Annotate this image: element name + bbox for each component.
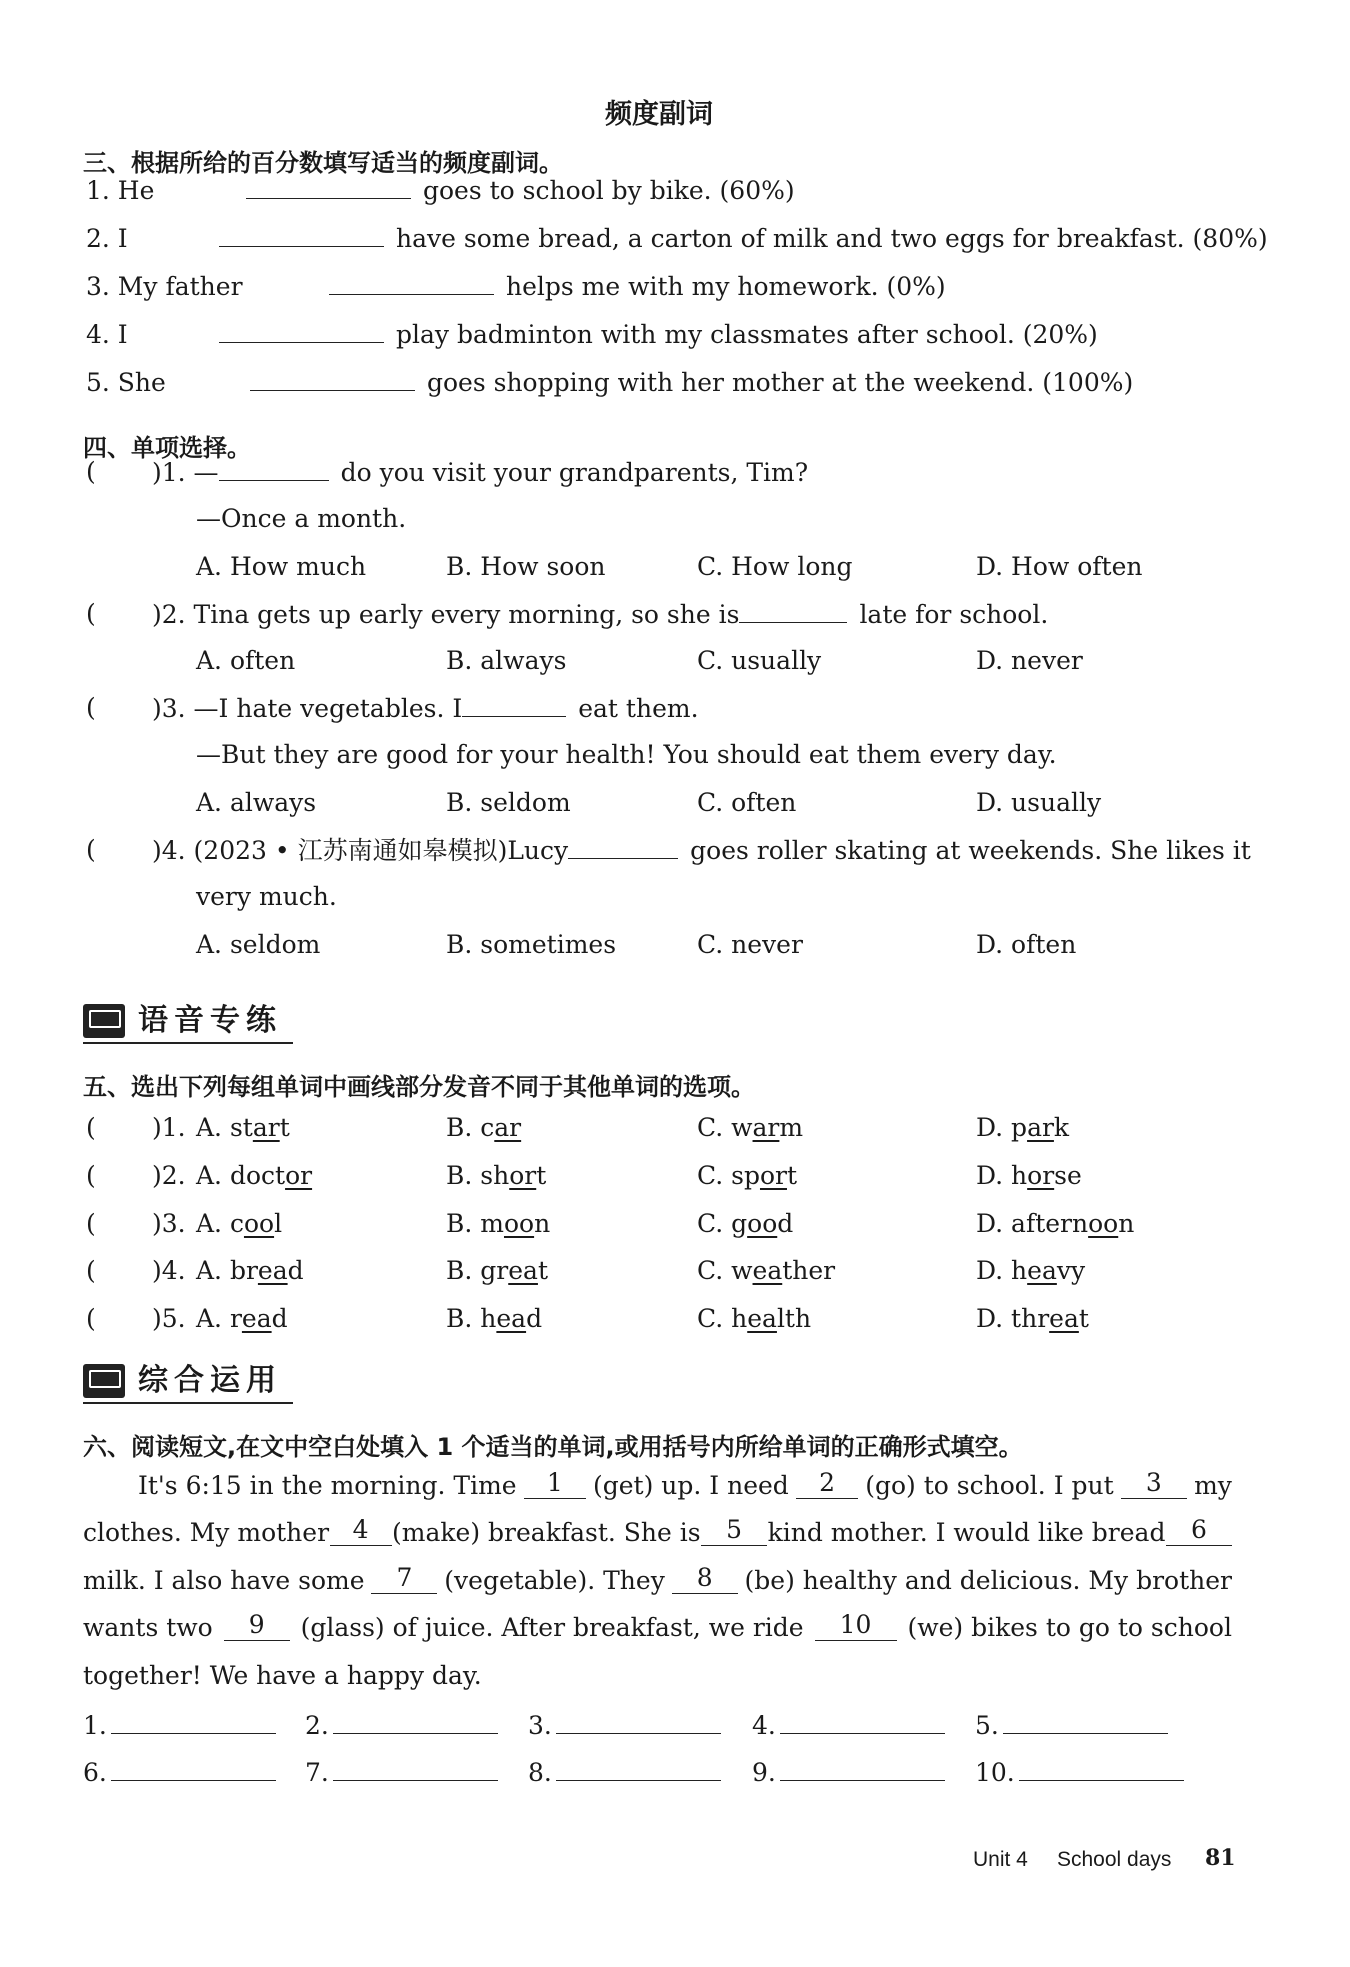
option-b: B. How soon bbox=[446, 552, 606, 581]
passage-text: together! We have a happy day. bbox=[83, 1661, 482, 1690]
word-part: D. h bbox=[976, 1256, 1028, 1285]
word-part: t bbox=[537, 1256, 548, 1285]
answer-blank[interactable] bbox=[219, 312, 384, 343]
option-b: B. sometimes bbox=[446, 930, 617, 959]
item-prefix: 4. I bbox=[86, 320, 128, 349]
passage-blank-10[interactable]: 10 bbox=[815, 1606, 897, 1641]
word-part: A. doct bbox=[196, 1161, 286, 1190]
word-option-d bbox=[976, 1249, 1085, 1293]
answer-line bbox=[975, 1703, 1168, 1748]
answer-line bbox=[305, 1703, 498, 1748]
word-part: A. c bbox=[196, 1209, 244, 1238]
answer-line bbox=[528, 1750, 721, 1795]
word-part: t bbox=[1078, 1304, 1089, 1333]
word-part: B. c bbox=[446, 1113, 495, 1142]
passage-text: clothes. My mother bbox=[83, 1518, 330, 1547]
word-part: vy bbox=[1056, 1256, 1086, 1285]
underlined-letters: or bbox=[285, 1161, 313, 1190]
word-part: se bbox=[1054, 1161, 1082, 1190]
passage-blank-7[interactable]: 7 bbox=[371, 1559, 437, 1594]
question-text: do you visit your grandparents, Tim? bbox=[340, 458, 809, 487]
word-option-c bbox=[697, 1106, 803, 1150]
question-text: eat them. bbox=[578, 694, 699, 723]
underlined-letters: ea bbox=[752, 1256, 783, 1285]
answer-line bbox=[752, 1703, 945, 1748]
passage-text: kind mother. I would like bread bbox=[767, 1518, 1166, 1547]
word-option-c bbox=[697, 1249, 835, 1293]
answer-blank-9[interactable] bbox=[780, 1750, 945, 1781]
answer-line bbox=[528, 1703, 721, 1748]
underlined-letters: ea bbox=[1049, 1304, 1079, 1333]
word-part: D. aftern bbox=[976, 1209, 1089, 1238]
passage-text: (get) up. I need bbox=[592, 1471, 789, 1500]
underlined-letters: or bbox=[1027, 1161, 1055, 1190]
answer-label: 4. bbox=[752, 1711, 776, 1740]
word-part: d bbox=[287, 1256, 304, 1285]
question-text: goes roller skating at weekends. She likes it bbox=[690, 836, 1251, 865]
underlined-letters: oo bbox=[1088, 1209, 1119, 1238]
word-option-b bbox=[446, 1297, 542, 1341]
answer-label: 6. bbox=[83, 1758, 107, 1787]
item-text: helps me with my homework. (0%) bbox=[506, 272, 946, 301]
item-text: play badminton with my classmates after school. (20%) bbox=[396, 320, 1098, 349]
answer-paren: ( bbox=[86, 1113, 96, 1142]
answer-line bbox=[975, 1750, 1184, 1795]
word-option-c bbox=[697, 1202, 793, 1246]
option-c: C. usually bbox=[697, 646, 822, 675]
passage-text: (make) breakfast. She is bbox=[392, 1518, 701, 1547]
option-b: B. always bbox=[446, 646, 567, 675]
word-part: C. sp bbox=[697, 1161, 760, 1190]
question-q4 bbox=[152, 828, 1251, 873]
option-c: C. often bbox=[697, 788, 797, 817]
word-part: l bbox=[274, 1209, 283, 1238]
option-c: C. never bbox=[697, 930, 803, 959]
word-part: t bbox=[279, 1113, 290, 1142]
section4-heading: 四、单项选择。 bbox=[83, 434, 251, 462]
passage-text: (go) to school. I put bbox=[865, 1471, 1114, 1500]
passage-text: (be) healthy and delicious. My brother bbox=[744, 1566, 1232, 1595]
passage-blank-9[interactable]: 9 bbox=[224, 1606, 290, 1641]
question-text: )1. — bbox=[152, 458, 219, 487]
word-part: A. br bbox=[196, 1256, 258, 1285]
page-number: 81 bbox=[1205, 1845, 1236, 1871]
option-a: A. always bbox=[196, 788, 317, 817]
answer-blank[interactable] bbox=[219, 450, 329, 481]
item-prefix: 2. I bbox=[86, 224, 128, 253]
passage-line bbox=[83, 1654, 1232, 1698]
word-part: D. p bbox=[976, 1113, 1028, 1142]
passage-line bbox=[83, 1559, 1232, 1603]
option-b: B. seldom bbox=[446, 788, 571, 817]
fill-item bbox=[86, 312, 1098, 357]
answer-blank-7[interactable] bbox=[333, 1750, 498, 1781]
answer-label: 10. bbox=[975, 1758, 1015, 1787]
row-number: )5. bbox=[152, 1304, 186, 1333]
answer-label: 1. bbox=[83, 1711, 107, 1740]
banner-pronunciation-title: 语音专练 bbox=[138, 1003, 282, 1038]
answer-blank-3[interactable] bbox=[556, 1703, 721, 1734]
word-option-c bbox=[697, 1154, 797, 1198]
passage-blank-8[interactable]: 8 bbox=[672, 1559, 738, 1594]
word-part: B. m bbox=[446, 1209, 504, 1238]
option-d: D. usually bbox=[976, 788, 1102, 817]
underlined-letters: oo bbox=[747, 1209, 778, 1238]
item-text: have some bread, a carton of milk and two eggs for breakfast. (80%) bbox=[396, 224, 1268, 253]
answer-blank-1[interactable] bbox=[111, 1703, 276, 1734]
answer-blank[interactable] bbox=[568, 828, 678, 859]
underlined-letters: ea bbox=[496, 1304, 527, 1333]
answer-line bbox=[305, 1750, 498, 1795]
passage-blank-1[interactable]: 1 bbox=[524, 1464, 586, 1499]
answer-blank-6[interactable] bbox=[111, 1750, 276, 1781]
word-option-a bbox=[196, 1202, 282, 1246]
option-d: D. How often bbox=[976, 552, 1143, 581]
passage-text: (we) bikes to go to school bbox=[907, 1613, 1232, 1642]
footer-unit: Unit 4 bbox=[973, 1848, 1028, 1871]
question-text: )4. (2023 • 江苏南通如皋模拟)Lucy bbox=[152, 836, 569, 865]
word-part: d bbox=[777, 1209, 794, 1238]
book-icon bbox=[83, 1004, 125, 1038]
row-number: )1. bbox=[152, 1113, 186, 1142]
passage-text: It's 6:15 in the morning. Time bbox=[138, 1471, 517, 1500]
answer-blank[interactable] bbox=[219, 216, 384, 247]
item-prefix: 5. She bbox=[86, 368, 166, 397]
word-part: t bbox=[786, 1161, 798, 1190]
word-part: ther bbox=[782, 1256, 836, 1285]
word-option-a bbox=[196, 1297, 288, 1341]
word-option-d bbox=[976, 1297, 1089, 1341]
section6-heading: 六、阅读短文,在文中空白处填入 1 个适当的单词,或用括号内所给单词的正确形式填空。 bbox=[83, 1433, 1023, 1461]
answer-blank-4[interactable] bbox=[780, 1703, 945, 1734]
word-option-a bbox=[196, 1249, 304, 1293]
word-option-b bbox=[446, 1154, 546, 1198]
answer-blank[interactable] bbox=[250, 360, 415, 391]
section3-heading: 三、根据所给的百分数填写适当的频度副词。 bbox=[83, 149, 563, 177]
banner-comprehensive-title: 综合运用 bbox=[138, 1363, 282, 1398]
passage-line bbox=[138, 1464, 1232, 1508]
answer-label: 9. bbox=[752, 1758, 776, 1787]
question-continuation: —But they are good for your health! You should eat them every day. bbox=[196, 740, 1057, 769]
row-number: )2. bbox=[152, 1161, 186, 1190]
underlined-letters: ar bbox=[1027, 1113, 1054, 1142]
passage-blank-6[interactable]: 6 bbox=[1166, 1511, 1232, 1546]
passage-blank-5[interactable]: 5 bbox=[701, 1511, 767, 1546]
answer-label: 3. bbox=[528, 1711, 552, 1740]
passage-blank-3[interactable]: 3 bbox=[1121, 1464, 1187, 1499]
answer-paren: ( bbox=[86, 599, 96, 628]
answer-blank-10[interactable] bbox=[1019, 1750, 1184, 1781]
word-part: C. h bbox=[697, 1304, 748, 1333]
row-number: )4. bbox=[152, 1256, 186, 1285]
word-option-c bbox=[697, 1297, 811, 1341]
banner-pronunciation bbox=[83, 998, 303, 1044]
question-continuation: very much. bbox=[196, 882, 337, 911]
answer-line bbox=[83, 1703, 276, 1748]
pen-icon bbox=[83, 1364, 125, 1398]
underlined-letters: ea bbox=[257, 1256, 288, 1285]
underlined-letters: or bbox=[759, 1161, 787, 1190]
word-option-d bbox=[976, 1106, 1069, 1150]
option-a: A. often bbox=[196, 646, 296, 675]
answer-blank[interactable] bbox=[246, 168, 411, 199]
section5-heading: 五、选出下列每组单词中画线部分发音不同于其他单词的选项。 bbox=[83, 1073, 755, 1101]
question-q2 bbox=[152, 592, 1048, 637]
word-part: D. h bbox=[976, 1161, 1028, 1190]
answer-paren: ( bbox=[86, 693, 96, 722]
passage-text: (glass) of juice. After breakfast, we ride bbox=[300, 1613, 804, 1642]
word-part: B. sh bbox=[446, 1161, 510, 1190]
answer-blank-8[interactable] bbox=[556, 1750, 721, 1781]
word-part: A. st bbox=[196, 1113, 253, 1142]
passage-text: (vegetable). They bbox=[444, 1566, 665, 1595]
question-text: late for school. bbox=[859, 600, 1049, 629]
question-q1 bbox=[152, 450, 808, 495]
footer-title: School days bbox=[1057, 1848, 1172, 1871]
underlined-letters: or bbox=[509, 1161, 537, 1190]
answer-label: 5. bbox=[975, 1711, 999, 1740]
word-option-a bbox=[196, 1154, 312, 1198]
word-option-b bbox=[446, 1249, 548, 1293]
answer-paren: ( bbox=[86, 1256, 96, 1285]
passage-text: milk. I also have some bbox=[83, 1566, 365, 1595]
item-text: goes to school by bike. (60%) bbox=[423, 176, 795, 205]
fill-item bbox=[86, 168, 795, 213]
word-part: C. w bbox=[697, 1113, 753, 1142]
word-part: lth bbox=[776, 1304, 812, 1333]
answer-blank[interactable] bbox=[329, 264, 494, 295]
underlined-letters: ea bbox=[1027, 1256, 1057, 1285]
page-title: 频度副词 bbox=[605, 99, 713, 130]
word-part: d bbox=[526, 1304, 543, 1333]
item-prefix: 1. He bbox=[86, 176, 155, 205]
word-option-d bbox=[976, 1202, 1134, 1246]
passage-text: my bbox=[1194, 1471, 1232, 1500]
item-text: goes shopping with her mother at the weekend. (100%) bbox=[427, 368, 1134, 397]
answer-label: 2. bbox=[305, 1711, 329, 1740]
option-a: A. seldom bbox=[196, 930, 321, 959]
word-part: k bbox=[1053, 1113, 1070, 1142]
question-continuation: —Once a month. bbox=[196, 504, 407, 533]
answer-blank[interactable] bbox=[739, 592, 847, 623]
word-part: m bbox=[779, 1113, 804, 1142]
answer-line bbox=[752, 1750, 945, 1795]
banner-comprehensive bbox=[83, 1358, 303, 1404]
word-part: C. g bbox=[697, 1209, 748, 1238]
answer-blank-5[interactable] bbox=[1003, 1703, 1168, 1734]
answer-blank-2[interactable] bbox=[333, 1703, 498, 1734]
word-part: C. w bbox=[697, 1256, 753, 1285]
answer-line bbox=[83, 1750, 276, 1795]
answer-paren: ( bbox=[86, 835, 96, 864]
underlined-letters: ea bbox=[508, 1256, 538, 1285]
question-text: )3. —I hate vegetables. I bbox=[152, 694, 463, 723]
question-text: )2. Tina gets up early every morning, so she is bbox=[152, 600, 740, 629]
underlined-letters: ar bbox=[494, 1113, 522, 1142]
passage-line bbox=[83, 1606, 1232, 1650]
fill-item bbox=[86, 360, 1133, 405]
option-d: D. never bbox=[976, 646, 1083, 675]
word-part: B. h bbox=[446, 1304, 497, 1333]
question-q3 bbox=[152, 686, 699, 731]
answer-paren: ( bbox=[86, 1161, 96, 1190]
underlined-letters: oo bbox=[503, 1209, 535, 1238]
answer-blank[interactable] bbox=[462, 686, 566, 717]
underlined-letters: ar bbox=[252, 1113, 280, 1142]
word-option-b bbox=[446, 1106, 521, 1150]
fill-item bbox=[86, 216, 1268, 261]
option-d: D. often bbox=[976, 930, 1077, 959]
word-part: d bbox=[271, 1304, 288, 1333]
answer-paren: ( bbox=[86, 1304, 96, 1333]
option-a: A. How much bbox=[196, 552, 367, 581]
word-option-b bbox=[446, 1202, 550, 1246]
word-part: n bbox=[534, 1209, 551, 1238]
fill-item bbox=[86, 264, 946, 309]
option-c: C. How long bbox=[697, 552, 853, 581]
answer-paren: ( bbox=[86, 1209, 96, 1238]
underlined-letters: ea bbox=[241, 1304, 272, 1333]
passage-blank-4[interactable]: 4 bbox=[330, 1511, 392, 1546]
word-part: n bbox=[1118, 1209, 1135, 1238]
answer-label: 8. bbox=[528, 1758, 552, 1787]
word-part: t bbox=[536, 1161, 547, 1190]
word-part: D. thr bbox=[976, 1304, 1050, 1333]
underlined-letters: ar bbox=[752, 1113, 780, 1142]
underlined-letters: oo bbox=[243, 1209, 275, 1238]
word-option-d bbox=[976, 1154, 1082, 1198]
row-number: )3. bbox=[152, 1209, 186, 1238]
answer-label: 7. bbox=[305, 1758, 329, 1787]
answer-paren: ( bbox=[86, 457, 96, 486]
word-part: B. gr bbox=[446, 1256, 509, 1285]
passage-text: wants two bbox=[83, 1613, 213, 1642]
item-prefix: 3. My father bbox=[86, 272, 243, 301]
underlined-letters: ea bbox=[747, 1304, 777, 1333]
word-part: A. r bbox=[196, 1304, 242, 1333]
passage-line bbox=[83, 1511, 1232, 1555]
word-option-a bbox=[196, 1106, 290, 1150]
passage-blank-2[interactable]: 2 bbox=[796, 1464, 858, 1499]
